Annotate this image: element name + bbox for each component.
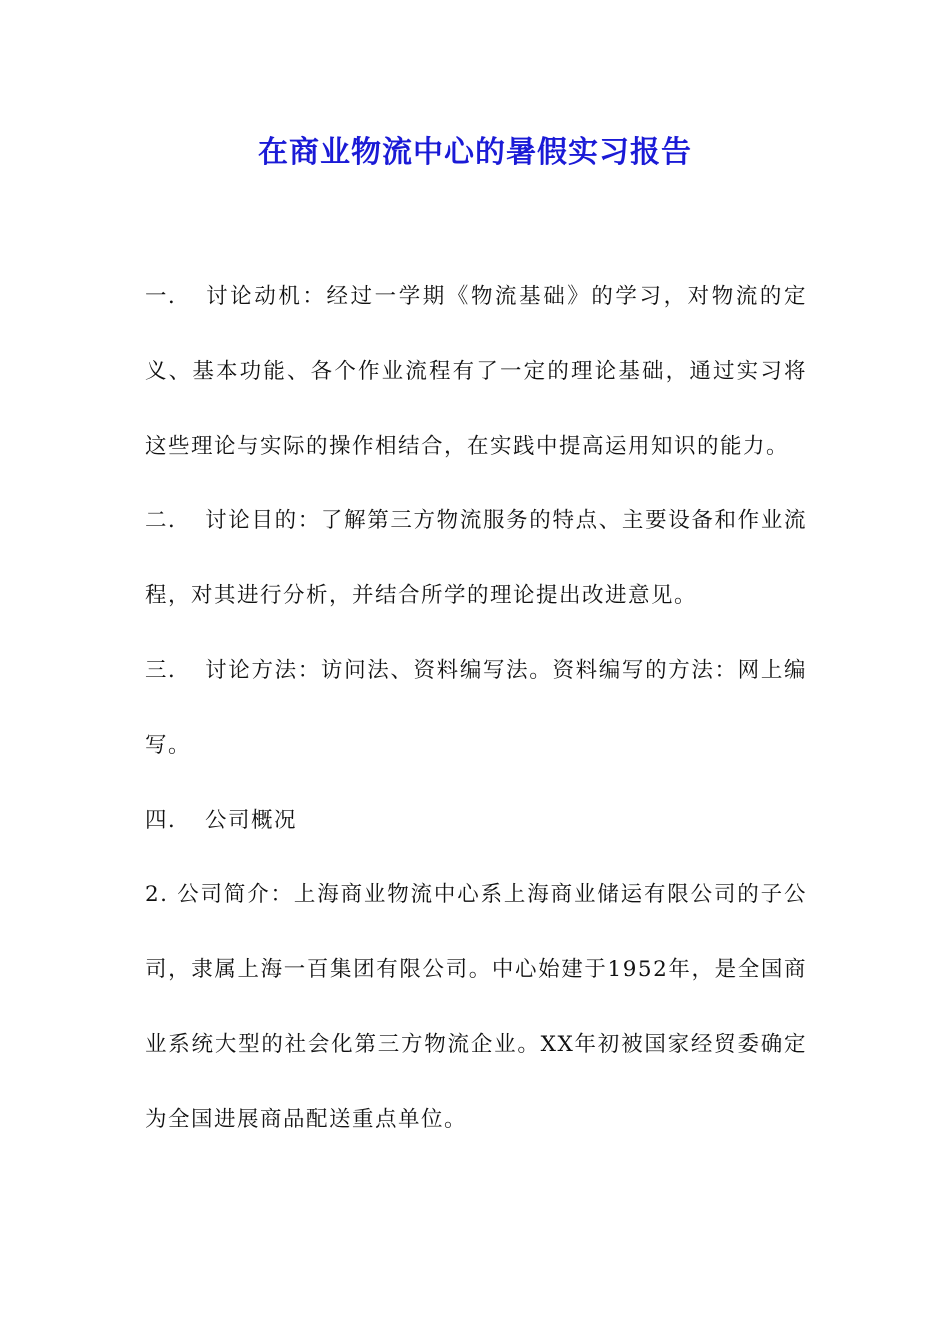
paragraph-text: 公司概况 xyxy=(205,807,298,833)
paragraph-text: 讨论动机：经过一学期《物流基础》的学习，对物流的定义、基本功能、各个作业流程有了一定的理论基础，通过实习将这些理论与实际的操作相结合，在实践中提高运用知识的能力。 xyxy=(145,284,807,459)
paragraph-text: 讨论方法：访问法、资料编写法。资料编写的方法：网上编写。 xyxy=(145,657,807,758)
paragraph-number: 二． xyxy=(145,508,192,534)
paragraph-method xyxy=(145,634,807,784)
paragraph-company-overview xyxy=(145,784,807,859)
paragraph-number: 三． xyxy=(145,657,192,683)
paragraph-motivation xyxy=(145,260,807,484)
paragraph-number: 2. xyxy=(145,882,177,908)
paragraph-number: 四． xyxy=(145,807,192,833)
paragraph-number: 一． xyxy=(145,284,192,309)
paragraph-text: 讨论目的：了解第三方物流服务的特点、主要设备和作业流程，对其进行分析，并结合所学的理论提出改进意见。 xyxy=(145,508,807,609)
paragraph-text: 公司简介：上海商业物流中心系上海商业储运有限公司的子公司，隶属上海一百集团有限公司。中心始建于1952年，是全国商业系统大型的社会化第三方物流企业。XX年初被国家经贸委确定为全国进展商品配送重点单位。 xyxy=(145,882,807,1132)
paragraph-company-intro xyxy=(145,858,807,1157)
document-body xyxy=(145,260,807,1158)
paragraph-purpose xyxy=(145,484,807,634)
document-title: 在商业物流中心的暑假实习报告 xyxy=(258,135,692,170)
